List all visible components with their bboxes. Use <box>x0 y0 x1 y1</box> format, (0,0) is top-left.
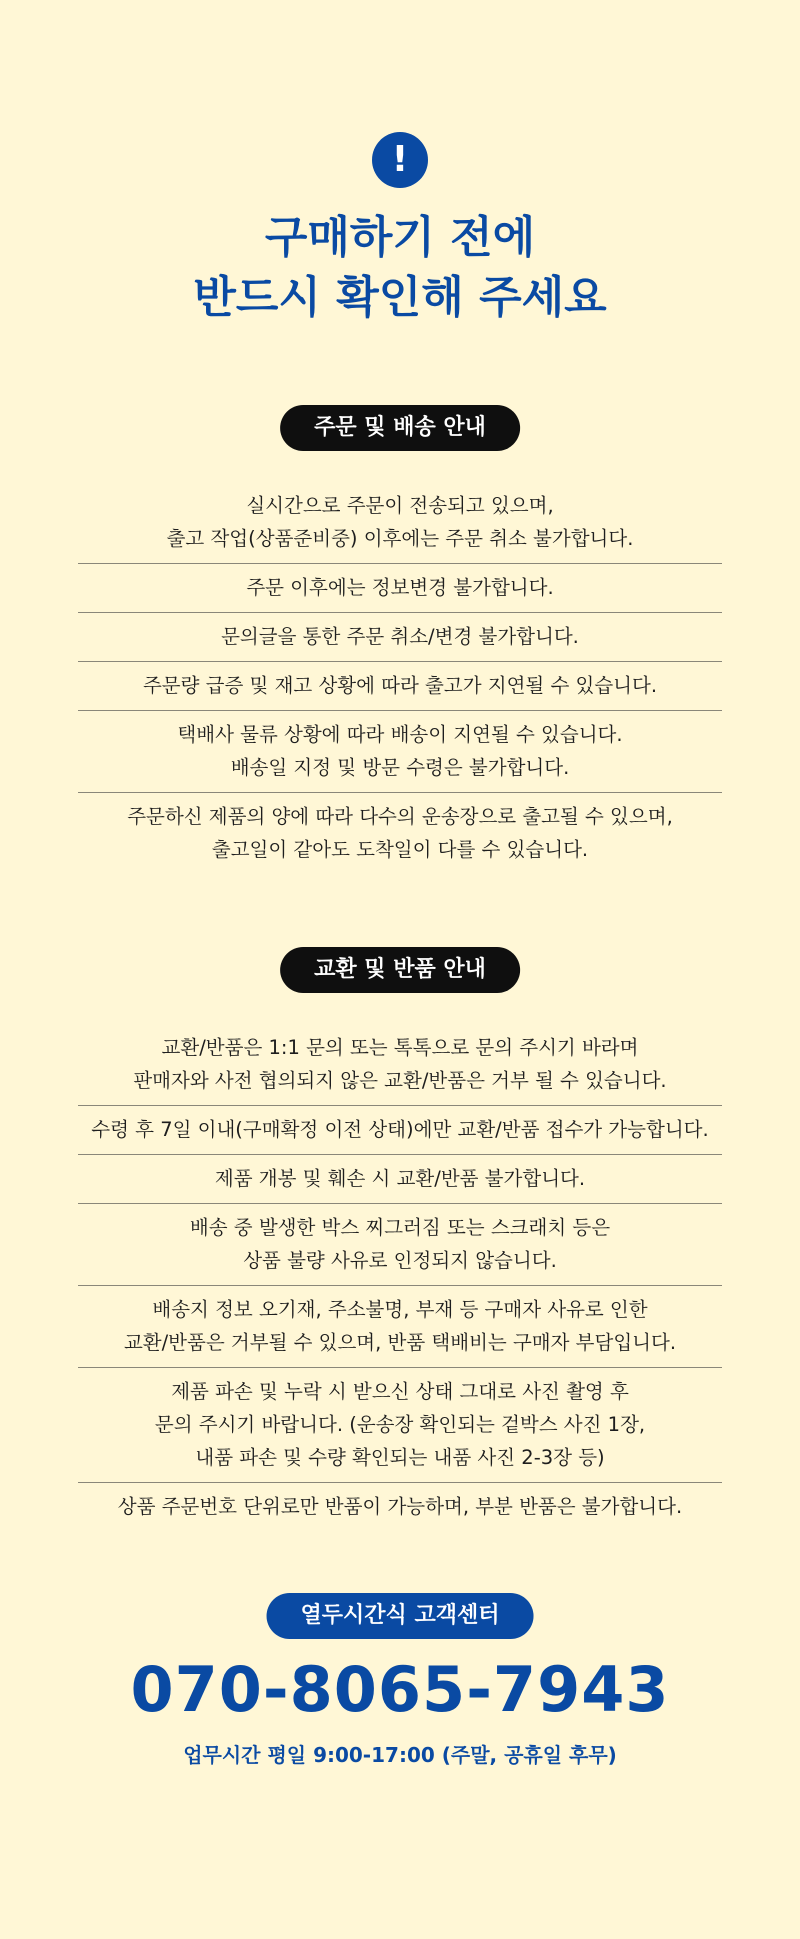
return-notice-list <box>78 1024 722 1531</box>
list-item <box>78 563 722 612</box>
business-hours: 업무시간 평일 9:00-17:00 (주말, 공휴일 후무) <box>183 1743 617 1767</box>
list-item <box>78 710 722 792</box>
list-item <box>78 482 722 563</box>
list-item-text: 주문 이후에는 정보변경 불가합니다. <box>246 576 554 599</box>
list-item-text: 실시간으로 주문이 전송되고 있으며, <box>246 494 554 517</box>
list-item <box>78 1203 722 1285</box>
list-item <box>78 1367 722 1482</box>
list-item-text: 주문하신 제품의 양에 따라 다수의 운송장으로 출고될 수 있으며, <box>127 805 673 828</box>
list-item-text: 수령 후 7일 이내(구매확정 이전 상태)에만 교환/반품 접수가 가능합니다. <box>91 1118 709 1141</box>
list-item <box>78 1285 722 1367</box>
list-item-text: 제품 파손 및 누락 시 받으신 상태 그대로 사진 촬영 후 <box>171 1380 629 1403</box>
order-notice-list <box>78 482 722 874</box>
list-item-text: 배송지 정보 오기재, 주소불명, 부재 등 구매자 사유로 인한 <box>152 1298 648 1321</box>
list-item-text: 제품 개봉 및 훼손 시 교환/반품 불가합니다. <box>214 1167 586 1190</box>
list-item-text: 택배사 물류 상황에 따라 배송이 지연될 수 있습니다. <box>177 723 623 746</box>
list-item-text: 교환/반품은 거부될 수 있으며, 반품 택배비는 구매자 부담입니다. <box>123 1331 677 1354</box>
list-item <box>78 1024 722 1105</box>
list-item <box>78 612 722 661</box>
list-item <box>78 1105 722 1154</box>
list-item <box>78 1482 722 1531</box>
list-item-text: 주문량 급증 및 재고 상황에 따라 출고가 지연될 수 있습니다. <box>142 674 658 697</box>
list-item-text: 문의 주시기 바랍니다. (운송장 확인되는 겉박스 사진 1장, <box>154 1413 646 1436</box>
list-item-text: 출고 작업(상품준비중) 이후에는 주문 취소 불가합니다. <box>166 527 634 550</box>
list-item-text: 교환/반품은 1:1 문의 또는 톡톡으로 문의 주시기 바라며 <box>161 1036 639 1059</box>
list-item-text: 상품 주문번호 단위로만 반품이 가능하며, 부분 반품은 불가합니다. <box>117 1495 683 1518</box>
page-title-line-1: 구매하기 전에 <box>264 212 536 263</box>
page-title-line-2: 반드시 확인해 주세요 <box>193 272 607 323</box>
list-item-text: 내품 파손 및 수량 확인되는 내품 사진 2-3장 등) <box>195 1446 605 1469</box>
list-item-text: 판매자와 사전 협의되지 않은 교환/반품은 거부 될 수 있습니다. <box>133 1069 667 1092</box>
list-item-text: 배송 중 발생한 박스 찌그러짐 또는 스크래치 등은 <box>189 1216 611 1239</box>
list-item <box>78 792 722 874</box>
exclamation-icon: ! <box>372 132 428 188</box>
order-section-title: 주문 및 배송 안내 <box>280 405 520 451</box>
customer-center-phone[interactable]: 070-8065-7943 <box>130 1653 670 1726</box>
list-item-text: 출고일이 같아도 도착일이 다를 수 있습니다. <box>211 838 589 861</box>
list-item <box>78 1154 722 1203</box>
customer-center-title: 열두시간식 고객센터 <box>267 1593 534 1639</box>
list-item-text: 배송일 지정 및 방문 수령은 불가합니다. <box>230 756 570 779</box>
page-title <box>0 208 800 328</box>
return-section-title: 교환 및 반품 안내 <box>280 947 520 993</box>
list-item <box>78 661 722 710</box>
list-item-text: 문의글을 통한 주문 취소/변경 불가합니다. <box>221 625 579 648</box>
list-item-text: 상품 불량 사유로 인정되지 않습니다. <box>243 1249 557 1272</box>
